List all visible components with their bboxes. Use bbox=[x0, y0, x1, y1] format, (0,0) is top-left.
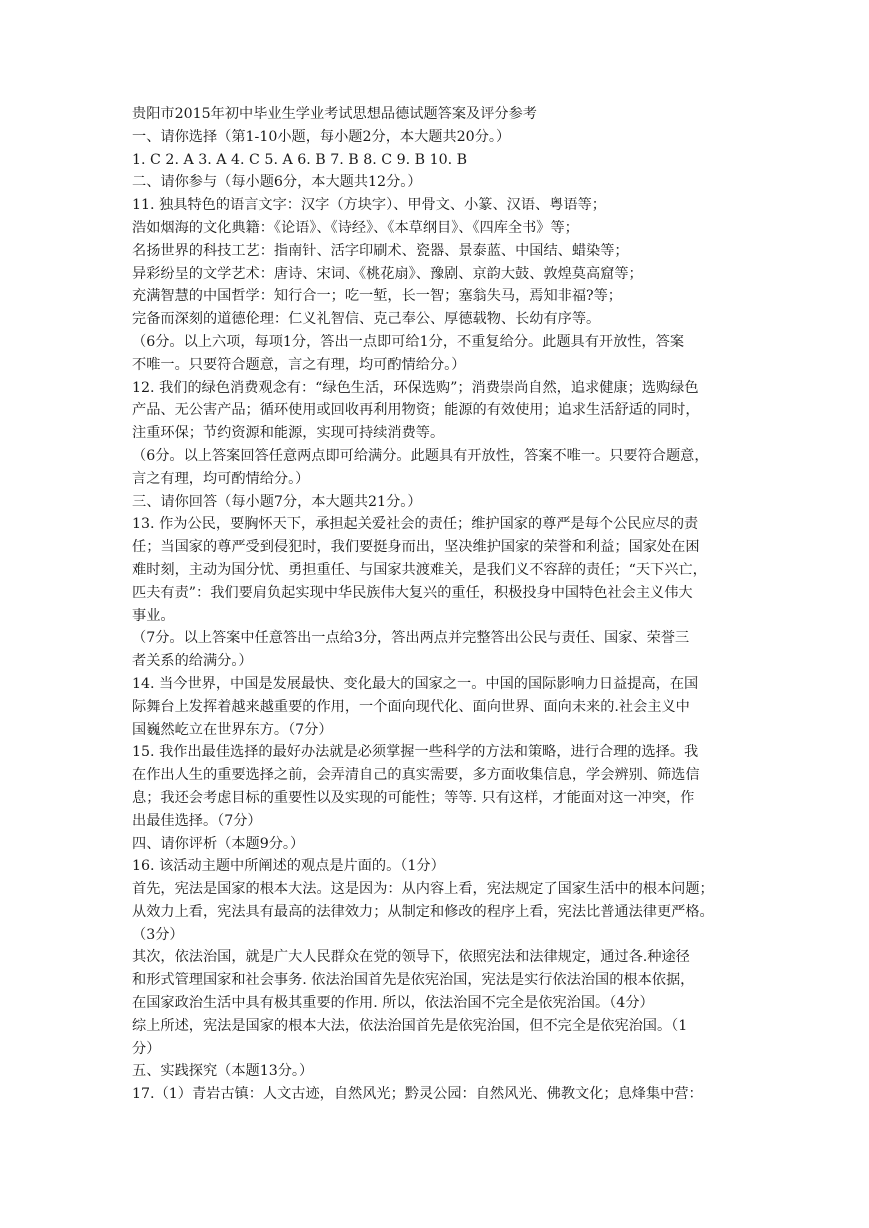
answer-line: 浩如烟海的文化典籍：《论语》、《诗经》、《本草纲目》、《四库全书》等； bbox=[132, 219, 579, 236]
scoring-note: （7分。以上答案中任意答出一点给3分，答出两点并完整答出公民与责任、国家、荣誉三 bbox=[132, 630, 690, 647]
answer-line: 12. 我们的绿色消费观念有：“绿色生活，环保选购”；消费崇尚自然，追求健康；选购绿色 bbox=[132, 379, 699, 396]
answer-line: 15. 我作出最佳选择的最好办法就是必须掌握一些科学的方法和策略，进行合理的选择。我 bbox=[132, 744, 699, 761]
section-heading-1: 一、请你选择（第1-10小题，每小题2分，本大题共20分。） bbox=[132, 128, 511, 145]
answer-line: 1. C 2. A 3. A 4. C 5. A 6. B 7. B 8. C 9. B 10. B bbox=[132, 151, 468, 168]
answer-line: 充满智慧的中国哲学：知行合一；吃一堑，长一智；塞翁失马，焉知非福?等； bbox=[132, 288, 622, 305]
answer-line: 其次，依法治国，就是广大人民群众在党的领导下，依照宪法和法律规定，通过各.种途径 bbox=[132, 949, 690, 966]
answer-line: 匹夫有责”：我们要肩负起实现中华民族伟大复兴的重任，积极投身中国特色社会主义伟大 bbox=[132, 584, 693, 601]
answer-line: 出最佳选择。（7分） bbox=[132, 812, 262, 829]
scoring-note: （6分。以上答案回答任意两点即可给满分。此题具有开放性，答案不唯一。只要符合题意， bbox=[132, 447, 709, 464]
answer-line: 11. 独具特色的语言文字：汉字（方块字）、甲骨文、小篆、汉语、粤语等； bbox=[132, 197, 606, 214]
answer-line: 难时刻，主动为国分忧、勇担重任、与国家共渡难关，是我们义不容辞的责任；“天下兴亡， bbox=[132, 561, 707, 578]
answer-line: 在国家政治生活中具有极其重要的作用. 所以，依法治国不完全是依宪治国。（4分） bbox=[132, 995, 654, 1012]
answer-line: 异彩纷呈的文学艺术：唐诗、宋词、《桃花扇》、豫剧、京韵大鼓、敦煌莫高窟等； bbox=[132, 265, 643, 282]
section-heading-3: 三、请你回答（每小题7分，本大题共21分。） bbox=[132, 493, 422, 510]
answer-line: 任；当国家的尊严受到侵犯时，我们要挺身而出，坚决维护国家的荣誉和利益；国家处在困 bbox=[132, 539, 700, 556]
section-heading-5: 五、实践探究（本题13分。） bbox=[132, 1063, 314, 1080]
answer-line: 13. 作为公民，要胸怀天下，承担起关爱社会的责任；维护国家的尊严是每个公民应尽的责 bbox=[132, 516, 699, 533]
answer-line: 14. 当今世界，中国是发展最快、变化最大的国家之一。中国的国际影响力日益提高，在国 bbox=[132, 675, 699, 692]
answer-line: 事业。 bbox=[132, 607, 175, 624]
scoring-note: 者关系的给满分。） bbox=[132, 653, 253, 670]
answer-line: 名扬世界的科技工艺：指南针、活字印刷术、瓷器、景泰蓝、中国结、蜡染等； bbox=[132, 242, 629, 259]
answer-line: 从效力上看，宪法具有最高的法律效力；从制定和修改的程序上看，宪法比普通法律更严格。 bbox=[132, 903, 714, 920]
answer-line: 首先，宪法是国家的根本大法。这是因为：从内容上看，宪法规定了国家生活中的根本问题； bbox=[132, 881, 714, 898]
answer-line: 在作出人生的重要选择之前，会弄清自己的真实需要，多方面收集信息，学会辨别、筛选信 bbox=[132, 767, 700, 784]
answer-line: 综上所述，宪法是国家的根本大法，依法治国首先是依宪治国，但不完全是依宪治国。（1 bbox=[132, 1017, 688, 1034]
scoring-note: 不唯一。只要符合题意，言之有理，均可酌情给分。） bbox=[132, 356, 466, 373]
answer-line: 注重环保；节约资源和能源，实现可持续消费等。 bbox=[132, 425, 445, 442]
answer-line: 和形式管理国家和社会事务. 依法治国首先是依宪治国，宪法是实行依法治国的根本依据， bbox=[132, 972, 695, 989]
answer-line: 分） bbox=[132, 1040, 161, 1057]
answer-line: 产品、无公害产品；循环使用或回收再利用物资；能源的有效使用；追求生活舒适的同时， bbox=[132, 402, 700, 419]
answer-line: 际舞台上发挥着越来越重要的作用，一个面向现代化、面向世界、面向未来的.社会主义中 bbox=[132, 698, 690, 715]
answer-line: 息；我还会考虑目标的重要性以及实现的可能性；等等. 只有这样，才能面对这一冲突，作 bbox=[132, 789, 695, 806]
scoring-note: 言之有理，均可酌情给分。） bbox=[132, 470, 310, 487]
doc-title: 贵阳市2015年初中毕业生学业考试思想品德试题答案及评分参考 bbox=[132, 106, 537, 122]
section-heading-4: 四、请你评析（本题9分。） bbox=[132, 835, 305, 852]
answer-line: 17.（1）青岩古镇：人文古迹，自然风光；黔灵公园：自然风光、佛教文化；息烽集中营： bbox=[132, 1086, 703, 1103]
answer-line: 16. 该活动主题中所阐述的观点是片面的。（1分） bbox=[132, 858, 445, 875]
answer-line: 国巍然屹立在世界东方。（7分） bbox=[132, 721, 333, 738]
section-heading-2: 二、请你参与（每小题6分，本大题共12分。） bbox=[132, 174, 422, 191]
answer-line: 完备而深刻的道德伦理：仁义礼智信、克己奉公、厚德载物、长幼有序等。 bbox=[132, 311, 601, 328]
answer-line: （3分） bbox=[132, 926, 184, 943]
scoring-note: （6分。以上六项，每项1分，答出一点即可给1分，不重复给分。此题具有开放性，答案 bbox=[132, 333, 685, 350]
